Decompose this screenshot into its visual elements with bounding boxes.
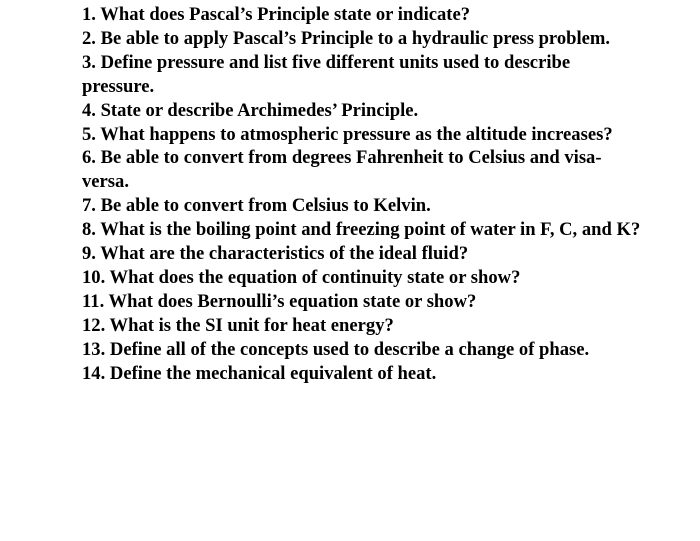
question-item: 11. What does Bernoulli’s equation state or show? bbox=[82, 290, 477, 312]
question-item: 5. What happens to atmospheric pressure as the altitude increases? bbox=[82, 123, 613, 145]
question-item: 4. State or describe Archimedes’ Principle. bbox=[82, 99, 419, 121]
question-item: 2. Be able to apply Pascal’s Principle to a hydraulic press problem. bbox=[82, 27, 611, 49]
question-item: 7. Be able to convert from Celsius to Kelvin. bbox=[82, 195, 431, 217]
question-item: 13. Define all of the concepts used to describe a change of phase. bbox=[82, 338, 590, 360]
question-item: 3. Define pressure and list five different units used to describe pressure. bbox=[82, 51, 571, 97]
question-item: 10. What does the equation of continuity state or show? bbox=[82, 266, 521, 288]
question-item: 8. What is the boiling point and freezing point of water in F, C, and K? bbox=[82, 219, 641, 241]
question-list bbox=[82, 3, 642, 386]
question-item: 1. What does Pascal’s Principle state or indicate? bbox=[82, 4, 471, 25]
question-item: 12. What is the SI unit for heat energy? bbox=[82, 314, 394, 336]
question-item: 6. Be able to convert from degrees Fahrenheit to Celsius and visa-versa. bbox=[82, 147, 602, 193]
question-item: 9. What are the characteristics of the ideal fluid? bbox=[82, 243, 469, 265]
question-item: 14. Define the mechanical equivalent of heat. bbox=[82, 362, 437, 384]
question-document bbox=[82, 3, 642, 386]
